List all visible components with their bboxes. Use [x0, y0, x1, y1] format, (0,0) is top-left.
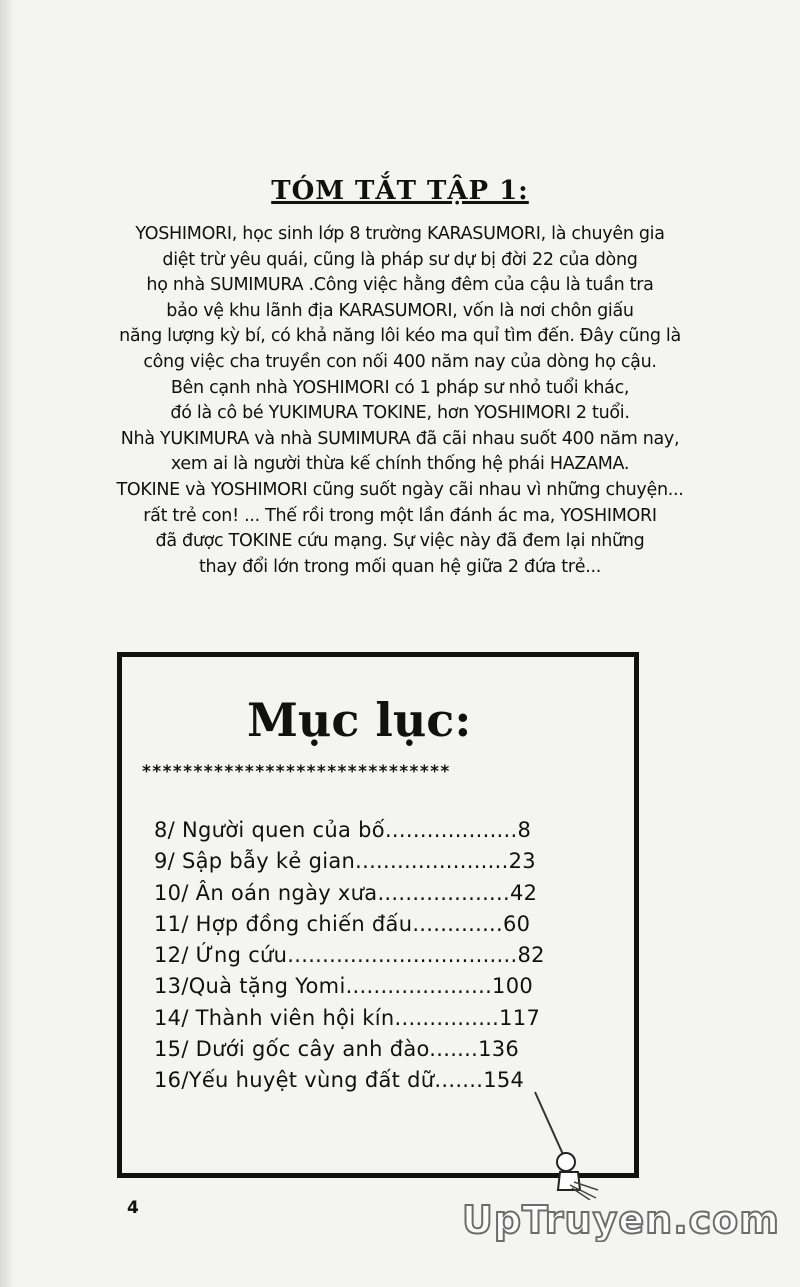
- summary-line: thay đổi lớn trong mối quan hệ giữa 2 đứa trẻ...: [198, 556, 602, 577]
- summary-line: xem ai là người thừa kế chính thống hệ phái HAZAMA.: [170, 454, 630, 475]
- summary-line: bảo vệ khu lãnh địa KARASUMORI, vốn là nơi chôn giấu: [166, 300, 634, 321]
- summary-line: Nhà YUKIMURA và nhà SUMIMURA đã cãi nhau suốt 400 năm nay,: [120, 428, 680, 449]
- toc-list: [154, 815, 624, 1097]
- toc-item: 16/Yếu huyệt vùng đất dữ.......154: [154, 1068, 525, 1093]
- summary-line: họ nhà SUMIMURA .Công việc hằng đêm của cậu là tuần tra: [146, 275, 654, 296]
- summary-line: đó là cô bé YUKIMURA TOKINE, hơn YOSHIMORI 2 tuổi.: [170, 403, 630, 424]
- watermark-logo: UpTruyen.com: [462, 1198, 780, 1242]
- toc-item: 11/ Hợp đồng chiến đấu.............60: [154, 911, 531, 936]
- summary-line: đã được TOKINE cứu mạng. Sự việc này đã đem lại những: [155, 531, 645, 552]
- summary-title: TÓM TẮT TẬP 1:: [271, 176, 529, 206]
- summary-line: diệt trừ yêu quái, cũng là pháp sư dự bị đời 22 của dòng: [162, 249, 638, 270]
- broom-character-illustration: [530, 1090, 600, 1200]
- summary-line: Bên cạnh nhà YOSHIMORI có 1 pháp sư nhỏ tuổi khác,: [170, 377, 630, 398]
- toc-divider: ******************************: [142, 762, 451, 782]
- summary-text: [60, 222, 740, 580]
- toc-item: 13/Quà tặng Yomi.....................100: [154, 974, 534, 999]
- summary-line: YOSHIMORI, học sinh lớp 8 trường KARASUMORI, là chuyên gia: [135, 224, 665, 244]
- summary-line: công việc cha truyền con nối 400 năm nay của dòng họ cậu.: [143, 351, 657, 372]
- toc-item: 14/ Thành viên hội kín...............117: [154, 1005, 541, 1030]
- summary-line: rất trẻ con! ... Thế rồi trong một lần đánh ác ma, YOSHIMORI: [143, 505, 657, 526]
- toc-item: 8/ Người quen của bố...................8: [154, 818, 532, 842]
- toc-item: 12/ Ứng cứu.................................82: [154, 943, 545, 968]
- summary-line: năng lượng kỳ bí, có khả năng lôi kéo ma quỉ tìm đến. Đây cũng là: [119, 326, 681, 347]
- toc-item: 9/ Sập bẫy kẻ gian......................23: [154, 849, 536, 874]
- summary-line: TOKINE và YOSHIMORI cũng suốt ngày cãi nhau vì những chuyện...: [116, 479, 684, 500]
- toc-item: 15/ Dưới gốc cây anh đào.......136: [154, 1037, 520, 1062]
- toc-item: 10/ Ân oán ngày xưa...................42: [154, 880, 538, 905]
- toc-title: Mục lục:: [247, 693, 472, 747]
- page-number: 4: [127, 1198, 139, 1218]
